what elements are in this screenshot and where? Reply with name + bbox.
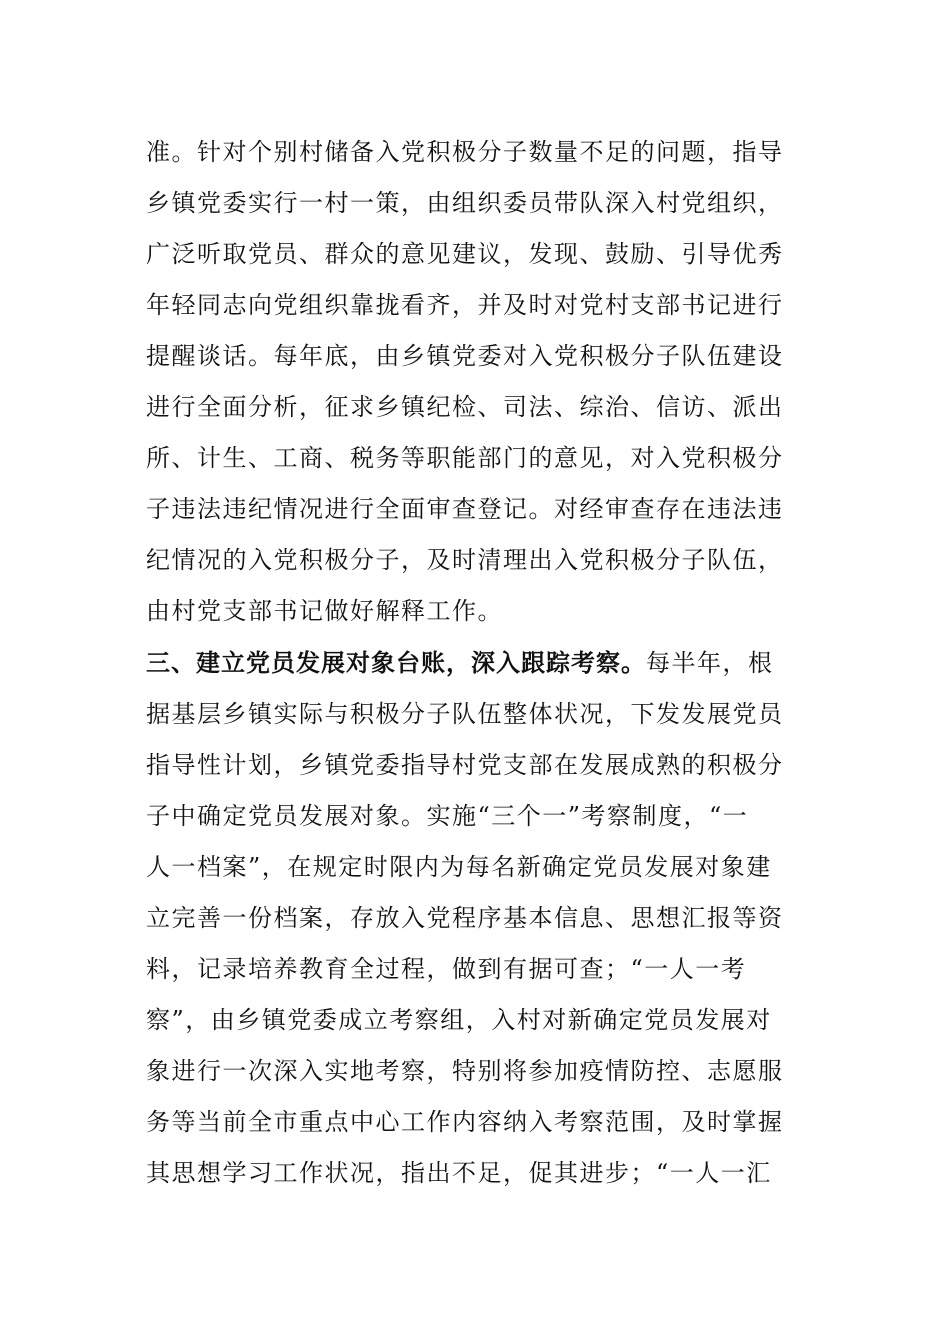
paragraph-line: 务等当前全市重点中心工作内容纳入考察范围，及时掌握	[146, 1108, 784, 1136]
heading-line-rest: 每半年，根	[646, 649, 774, 677]
paragraph-first-line	[146, 638, 806, 689]
paragraph-line: 纪情况的入党积极分子，及时清理出入党积极分子队伍，	[146, 546, 784, 574]
paragraph-line: 其思想学习工作状况，指出不足，促其进步；“一人一汇	[146, 1159, 772, 1187]
paragraph-line: 察”，由乡镇党委成立考察组，入村对新确定党员发展对	[146, 1006, 772, 1034]
paragraph-line: 立完善一份档案，存放入党程序基本信息、思想汇报等资	[146, 904, 784, 932]
paragraph-line: 进行全面分析，征求乡镇纪检、司法、综治、信访、派出	[146, 393, 784, 421]
paragraph-line: 提醒谈话。每年底，由乡镇党委对入党积极分子队伍建设	[146, 342, 784, 370]
paragraph-line: 由村党支部书记做好解释工作。	[146, 597, 503, 625]
paragraph-line: 广泛听取党员、群众的意见建议，发现、鼓励、引导优秀	[146, 240, 784, 268]
paragraph-line: 乡镇党委实行一村一策，由组织委员带队深入村党组织，	[146, 189, 784, 217]
paragraph-line: 指导性计划，乡镇党委指导村党支部在发展成熟的积极分	[146, 751, 784, 779]
paragraph-line: 准。针对个别村储备入党积极分子数量不足的问题，指导	[146, 138, 784, 166]
paragraph-line: 子违法违纪情况进行全面审查登记。对经审查存在违法违	[146, 495, 784, 523]
section-heading: 三、建立党员发展对象台账，深入跟踪考察。	[146, 649, 646, 677]
paragraph-line: 所、计生、工商、税务等职能部门的意见，对入党积极分	[146, 444, 784, 472]
paragraph-1	[146, 127, 806, 637]
paragraph-line: 象进行一次深入实地考察，特别将参加疫情防控、志愿服	[146, 1057, 784, 1085]
paragraph-line: 据基层乡镇实际与积极分子队伍整体状况，下发发展党员	[146, 700, 784, 728]
paragraph-2	[146, 638, 806, 1199]
paragraph-line: 子中确定党员发展对象。实施“三个一”考察制度，“一	[146, 802, 749, 830]
paragraph-line: 料，记录培养教育全过程，做到有据可查；“一人一考	[146, 955, 747, 983]
paragraph-line: 人一档案”，在规定时限内为每名新确定党员发展对象建	[146, 853, 772, 881]
paragraph-line: 年轻同志向党组织靠拢看齐，并及时对党村支部书记进行	[146, 291, 784, 319]
